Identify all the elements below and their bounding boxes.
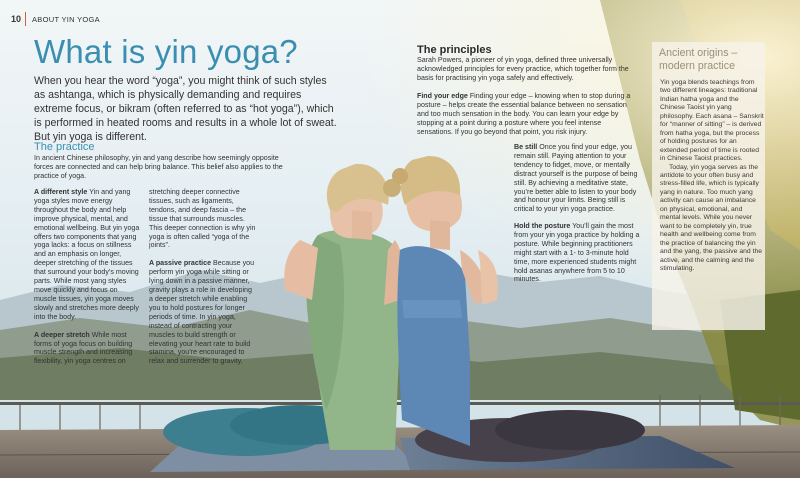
text-connective-tissues: stretching deeper connective tissues, such as ligaments, tendons, and deep fascia – the tissue that surrounds muscles. This deeper connection is why yin yoga is often called “yoga of the joints”. xyxy=(149,188,256,250)
principle-find-your-edge xyxy=(417,92,635,137)
sidebar-title: Ancient origins – modern practice xyxy=(659,47,738,72)
page-title: What is yin yoga? xyxy=(34,33,298,70)
para-different-style xyxy=(34,188,142,322)
term-passive-practice: A passive practice xyxy=(149,259,212,268)
practice-lead: In ancient Chinese philosophy, yin and yang describe how seemingly opposite forces are connected and can help bring balance. This belief also applies to the practice of yoga. xyxy=(34,154,283,180)
principle-be-still xyxy=(514,143,640,214)
term-be-still: Be still xyxy=(514,143,538,151)
text-passive-practice: Because you perform yin yoga while sitting or lying down in a passive manner, gravity plays a role in developing a deeper stretch while enabling you to hold postures for longer periods of time. In yin yoga, instead of contracting your muscles to build strength or elevating your heart rate to build stamina, you’re encouraged to relax and surrender to gravity. xyxy=(149,259,255,366)
intro-paragraph: When you hear the word “yoga”, you might think of such styles as ashtanga, which is physically demanding and requires extreme focus, or bikram (often referred to as “hot yoga”), which is performed in heated rooms and results in a whole lot of sweat. But yin yoga is different. xyxy=(34,75,337,143)
text-deeper-stretch: While most forms of yoga focus on building muscle strength and increasing flexibility, yin yoga centres on xyxy=(34,330,133,366)
para-deeper-stretch xyxy=(34,331,142,367)
principles-heading: The principles xyxy=(417,44,492,56)
text-find-your-edge: Finding your edge – knowing when to stop during a posture – helps create the essential balance between no sensation and too much sensation in the body. You can learn your edge by stopping at a point during a posture where you feel intense sensations. If you go beyond that point, you risk injury. xyxy=(417,92,631,136)
para-passive-practice xyxy=(149,259,257,366)
text-different-style: Yin and yang yoga styles move energy throughout the body and help improve physical, mental, and emotional wellbeing. But yin yoga offers two components that yang yoga lacks: a focus on stillness and an emphasis on longer, deeper stretching of the tissues that surround your body’s moving parts. While most yang styles move quickly and focus on muscle tissues, yin yoga moves slowly and stretches more deeply into the body. xyxy=(34,188,140,321)
practice-heading: The practice xyxy=(34,141,95,153)
term-deeper-stretch: A deeper stretch xyxy=(34,330,90,339)
sidebar-paragraph-2: Today, yin yoga serves as the antidote to your often busy and stress-filled life, which is typically yang in nature. Too much yang activity can cause an imbalance on physical, emotional, and mental levels. While you never want to be completely yin, true health and wellbeing come from the practice of balancing the yin and the yang, the passive and the active, and the calming and the stimulating. xyxy=(660,163,763,272)
header-divider xyxy=(25,12,26,26)
term-hold-the-posture: Hold the posture xyxy=(514,222,571,230)
page-number: 10 xyxy=(11,14,22,24)
term-different-style: A different style xyxy=(34,188,88,196)
term-find-your-edge: Find your edge xyxy=(417,92,468,100)
principle-hold-the-posture xyxy=(514,222,640,284)
sidebar-paragraph-1: Yin yoga blends teachings from two different lineages: traditional Indian hatha yoga and the Chinese Taoist yin yang philosophy. Each asana – Sanskrit for “manner of sitting” – is derived from hatha yoga, but the process of holding postures for an extended period of time is rooted in Chinese Taoist practices. xyxy=(660,79,764,163)
principles-lead: Sarah Powers, a pioneer of yin yoga, defined three universally acknowledged principles for every practice, which together form the basis for practising yin yoga safely and effectively. xyxy=(417,56,629,82)
para-connective-tissues xyxy=(149,188,257,250)
text-be-still: Once you find your edge, you remain still. Paying attention to your tendency to fidget, move, or mentally distract yourself is the purpose of being still. By achieving a meditative state, you’re better able to listen to your body and honour your limits. Being still is critical to your yin yoga practice. xyxy=(514,143,638,214)
practice-column-2 xyxy=(149,188,257,375)
practice-column-1 xyxy=(34,188,142,375)
sidebar-text xyxy=(660,79,764,273)
section-label: ABOUT YIN YOGA xyxy=(32,15,100,24)
text-hold-the-posture: You’ll gain the most from your yin yoga practice by holding a posture. While beginning practitioners might start with a 1- to 3-minute hold time, more experienced students might hold asanas anywhere from 5 to 10 minutes. xyxy=(514,222,640,284)
